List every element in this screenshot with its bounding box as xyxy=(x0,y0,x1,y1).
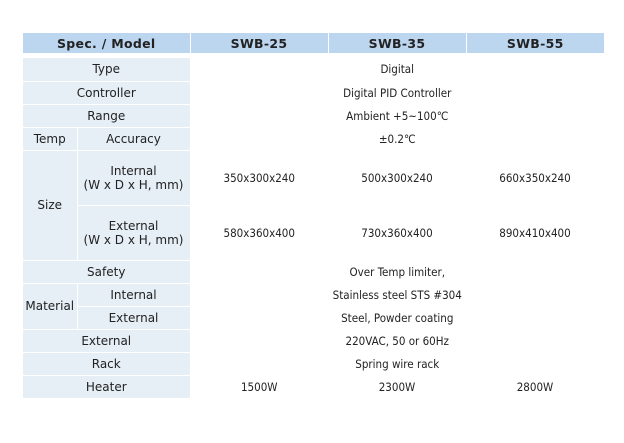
label-safety: Safety xyxy=(23,260,190,283)
row-material-internal xyxy=(23,283,604,306)
row-material-external xyxy=(23,306,604,329)
heater-1: 1500W xyxy=(190,375,328,398)
size-internal-3: 660x350x240 xyxy=(466,150,604,205)
label-range: Range xyxy=(23,104,190,127)
row-range xyxy=(23,104,604,127)
size-internal-2: 500x300x240 xyxy=(328,150,466,205)
size-internal-unit: (W x D x H, mm) xyxy=(83,177,184,192)
label-rack: Rack xyxy=(23,352,190,375)
label-type: Type xyxy=(23,58,190,81)
header-model-1: SWB-25 xyxy=(190,33,328,54)
label-material-external: External xyxy=(77,306,190,329)
size-external-label: External xyxy=(108,218,159,233)
heater-3: 2800W xyxy=(466,375,604,398)
label-external-power: External xyxy=(23,329,190,352)
row-controller xyxy=(23,81,604,104)
size-external-unit: (W x D x H, mm) xyxy=(83,232,184,247)
value-external-power: 220VAC, 50 or 60Hz xyxy=(190,329,604,352)
row-safety xyxy=(23,260,604,283)
value-type: Digital xyxy=(190,58,604,81)
value-safety: Over Temp limiter, xyxy=(190,260,604,283)
value-range: Ambient +5~100℃ xyxy=(190,104,604,127)
row-size-external xyxy=(23,205,604,260)
size-internal-1: 350x300x240 xyxy=(190,150,328,205)
label-heater: Heater xyxy=(23,375,190,398)
header-spec-model: Spec. / Model xyxy=(23,33,190,54)
value-accuracy: ±0.2℃ xyxy=(190,127,604,150)
spec-table xyxy=(23,33,604,399)
heater-2: 2300W xyxy=(328,375,466,398)
size-internal-label: Internal xyxy=(110,163,157,178)
group-size: Size xyxy=(23,150,77,260)
value-material-external: Steel, Powder coating xyxy=(190,306,604,329)
row-temp-accuracy xyxy=(23,127,604,150)
size-external-3: 890x410x400 xyxy=(466,205,604,260)
label-material-internal: Internal xyxy=(77,283,190,306)
value-rack: Spring wire rack xyxy=(190,352,604,375)
group-temp: Temp xyxy=(23,127,77,150)
header-row xyxy=(23,33,604,54)
label-size-internal xyxy=(77,150,190,205)
row-type xyxy=(23,58,604,81)
row-rack xyxy=(23,352,604,375)
size-external-1: 580x360x400 xyxy=(190,205,328,260)
label-controller: Controller xyxy=(23,81,190,104)
label-accuracy: Accuracy xyxy=(77,127,190,150)
row-heater xyxy=(23,375,604,398)
row-external-power xyxy=(23,329,604,352)
value-controller: Digital PID Controller xyxy=(190,81,604,104)
size-external-2: 730x360x400 xyxy=(328,205,466,260)
row-size-internal xyxy=(23,150,604,205)
group-material: Material xyxy=(23,283,77,329)
value-material-internal: Stainless steel STS #304 xyxy=(190,283,604,306)
header-model-3: SWB-55 xyxy=(466,33,604,54)
header-model-2: SWB-35 xyxy=(328,33,466,54)
label-size-external xyxy=(77,205,190,260)
